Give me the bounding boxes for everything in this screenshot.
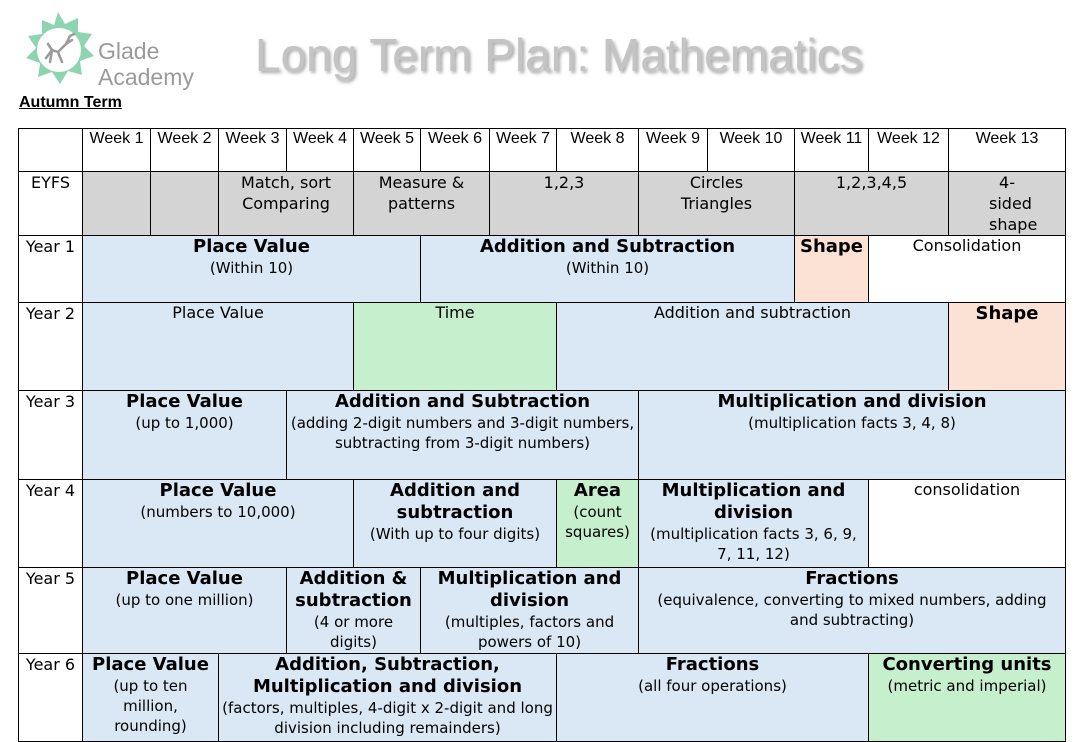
week-header: Week 9 — [639, 129, 708, 172]
year2-shape-cell — [949, 303, 1066, 391]
year4-place-value-cell — [83, 480, 354, 568]
unit-heading: Fractions — [665, 654, 760, 675]
unit-heading: Place Value — [193, 236, 310, 257]
unit-heading: Place Value — [159, 480, 277, 501]
unit-detail: (With up to four digits) — [369, 525, 541, 543]
week-header: Week 8 — [557, 129, 639, 172]
unit-detail: (numbers to 10,000) — [140, 503, 296, 521]
year2-time-cell — [354, 303, 557, 391]
unit-heading: Addition, Subtraction, Multiplication and division — [252, 654, 523, 697]
deer-badge-icon — [18, 10, 98, 92]
unit-heading: Shape — [799, 236, 864, 257]
row-label: Year 5 — [19, 568, 83, 654]
unit-heading: Multiplication and division — [717, 391, 987, 412]
unit-heading: Multiplication and division — [437, 568, 622, 611]
row-label: Year 6 — [19, 654, 83, 742]
year4-consolidation-cell — [869, 480, 1066, 568]
eyfs-count3-cell: 1,2,3 — [490, 172, 639, 236]
term-heading: Autumn Term — [19, 94, 122, 111]
unit-heading: Fractions — [805, 568, 899, 589]
year6-row — [19, 654, 1066, 742]
year4-row — [19, 480, 1066, 568]
unit-heading: Converting units — [882, 654, 1052, 675]
row-label: Year 1 — [19, 236, 83, 303]
year2-row — [19, 303, 1066, 391]
week-header: Week 6 — [421, 129, 490, 172]
unit-detail: (4 or more digits) — [313, 613, 394, 651]
week-header: Week 10 — [708, 129, 795, 172]
unit-detail: (all four operations) — [638, 677, 787, 695]
school-name-line2: Academy — [98, 64, 194, 90]
eyfs-count5-cell: 1,2,3,4,5 — [795, 172, 949, 236]
eyfs-match-cell: Match, sort Comparing — [219, 172, 354, 236]
week-header: Week 3 — [219, 129, 287, 172]
unit-detail: Place Value — [172, 303, 264, 322]
unit-heading: Place Value — [92, 654, 209, 675]
unit-heading: Multiplication and division — [661, 480, 846, 523]
row-label: Year 2 — [19, 303, 83, 391]
year1-addition-subtraction-cell — [421, 236, 795, 303]
week-header-row — [19, 129, 1066, 172]
unit-detail: consolidation — [913, 480, 1021, 499]
unit-detail: (up to ten million, rounding) — [113, 677, 188, 735]
year4-addition-subtraction-cell — [354, 480, 557, 568]
week-header: Week 2 — [151, 129, 219, 172]
unit-heading: Area — [573, 480, 622, 501]
eyfs-measure-cell: Measure & patterns — [354, 172, 490, 236]
week-header: Week 7 — [490, 129, 557, 172]
eyfs-foursided-cell: 4-sided shape — [949, 172, 1066, 236]
row-label: EYFS — [19, 172, 83, 236]
year4-multiplication-division-cell — [639, 480, 869, 568]
corner-cell — [19, 129, 83, 172]
unit-heading: Place Value — [126, 568, 243, 589]
unit-detail: (Within 10) — [565, 259, 650, 277]
unit-detail: (count squares) — [565, 503, 630, 541]
year5-multiplication-division-cell — [421, 568, 639, 654]
unit-detail: (multiplication facts 3, 4, 8) — [748, 414, 956, 432]
unit-detail: (multiples, factors and powers of 10) — [444, 613, 615, 651]
week-header: Week 11 — [795, 129, 869, 172]
year5-row — [19, 568, 1066, 654]
page-title: Long Term Plan: Mathematics — [255, 29, 863, 81]
year1-consolidation-cell — [869, 236, 1066, 303]
row-label: Year 4 — [19, 480, 83, 568]
unit-detail: Consolidation — [912, 236, 1022, 255]
year4-area-cell — [557, 480, 639, 568]
week-header: Week 5 — [354, 129, 421, 172]
year1-row — [19, 236, 1066, 303]
unit-detail: (metric and imperial) — [887, 677, 1047, 695]
unit-detail: (equivalence, converting to mixed numbers, adding and subtracting) — [657, 591, 1047, 629]
year3-addition-subtraction-cell — [287, 391, 639, 480]
unit-heading: Addition & subtraction — [295, 568, 412, 611]
year3-place-value-cell — [83, 391, 287, 480]
year6-fractions-cell — [557, 654, 869, 742]
week-header: Week 4 — [287, 129, 354, 172]
year1-place-value-cell — [83, 236, 421, 303]
year2-place-value-cell — [83, 303, 354, 391]
year5-fractions-cell — [639, 568, 1066, 654]
unit-heading: Addition and subtraction — [390, 480, 520, 523]
school-logo — [18, 10, 218, 92]
unit-heading: Place Value — [126, 391, 243, 412]
empty-cell — [151, 172, 219, 236]
unit-detail: (up to one million) — [115, 591, 254, 609]
school-name — [98, 38, 194, 90]
row-label: Year 3 — [19, 391, 83, 480]
eyfs-row — [19, 172, 1066, 236]
unit-detail: (factors, multiples, 4-digit x 2-digit and long division including remainders) — [222, 699, 553, 737]
unit-detail: (Within 10) — [209, 259, 294, 277]
plan-table — [18, 128, 1066, 742]
unit-detail: (adding 2-digit numbers and 3-digit numbers, subtracting from 3-digit numbers) — [290, 414, 635, 452]
year3-multiplication-division-cell — [639, 391, 1066, 480]
year6-four-operations-cell — [219, 654, 557, 742]
unit-heading: Shape — [975, 303, 1039, 324]
week-header: Week 1 — [83, 129, 151, 172]
unit-heading: Addition and Subtraction — [334, 391, 591, 412]
unit-detail: Addition and subtraction — [653, 303, 852, 322]
unit-detail: (multiplication facts 3, 6, 9, 7, 11, 12) — [650, 525, 857, 563]
school-name-line1: Glade — [98, 38, 160, 64]
unit-detail: (up to 1,000) — [135, 414, 234, 432]
year5-place-value-cell — [83, 568, 287, 654]
unit-heading: Addition and Subtraction — [479, 236, 736, 257]
year6-place-value-cell — [83, 654, 219, 742]
year5-addition-subtraction-cell — [287, 568, 421, 654]
year1-shape-cell — [795, 236, 869, 303]
week-header: Week 12 — [869, 129, 949, 172]
unit-detail: Time — [435, 303, 475, 322]
year6-converting-units-cell — [869, 654, 1066, 742]
year3-row — [19, 391, 1066, 480]
year2-addition-subtraction-cell — [557, 303, 949, 391]
empty-cell — [83, 172, 151, 236]
eyfs-circles-cell: Circles Triangles — [639, 172, 795, 236]
week-header: Week 13 — [949, 129, 1066, 172]
